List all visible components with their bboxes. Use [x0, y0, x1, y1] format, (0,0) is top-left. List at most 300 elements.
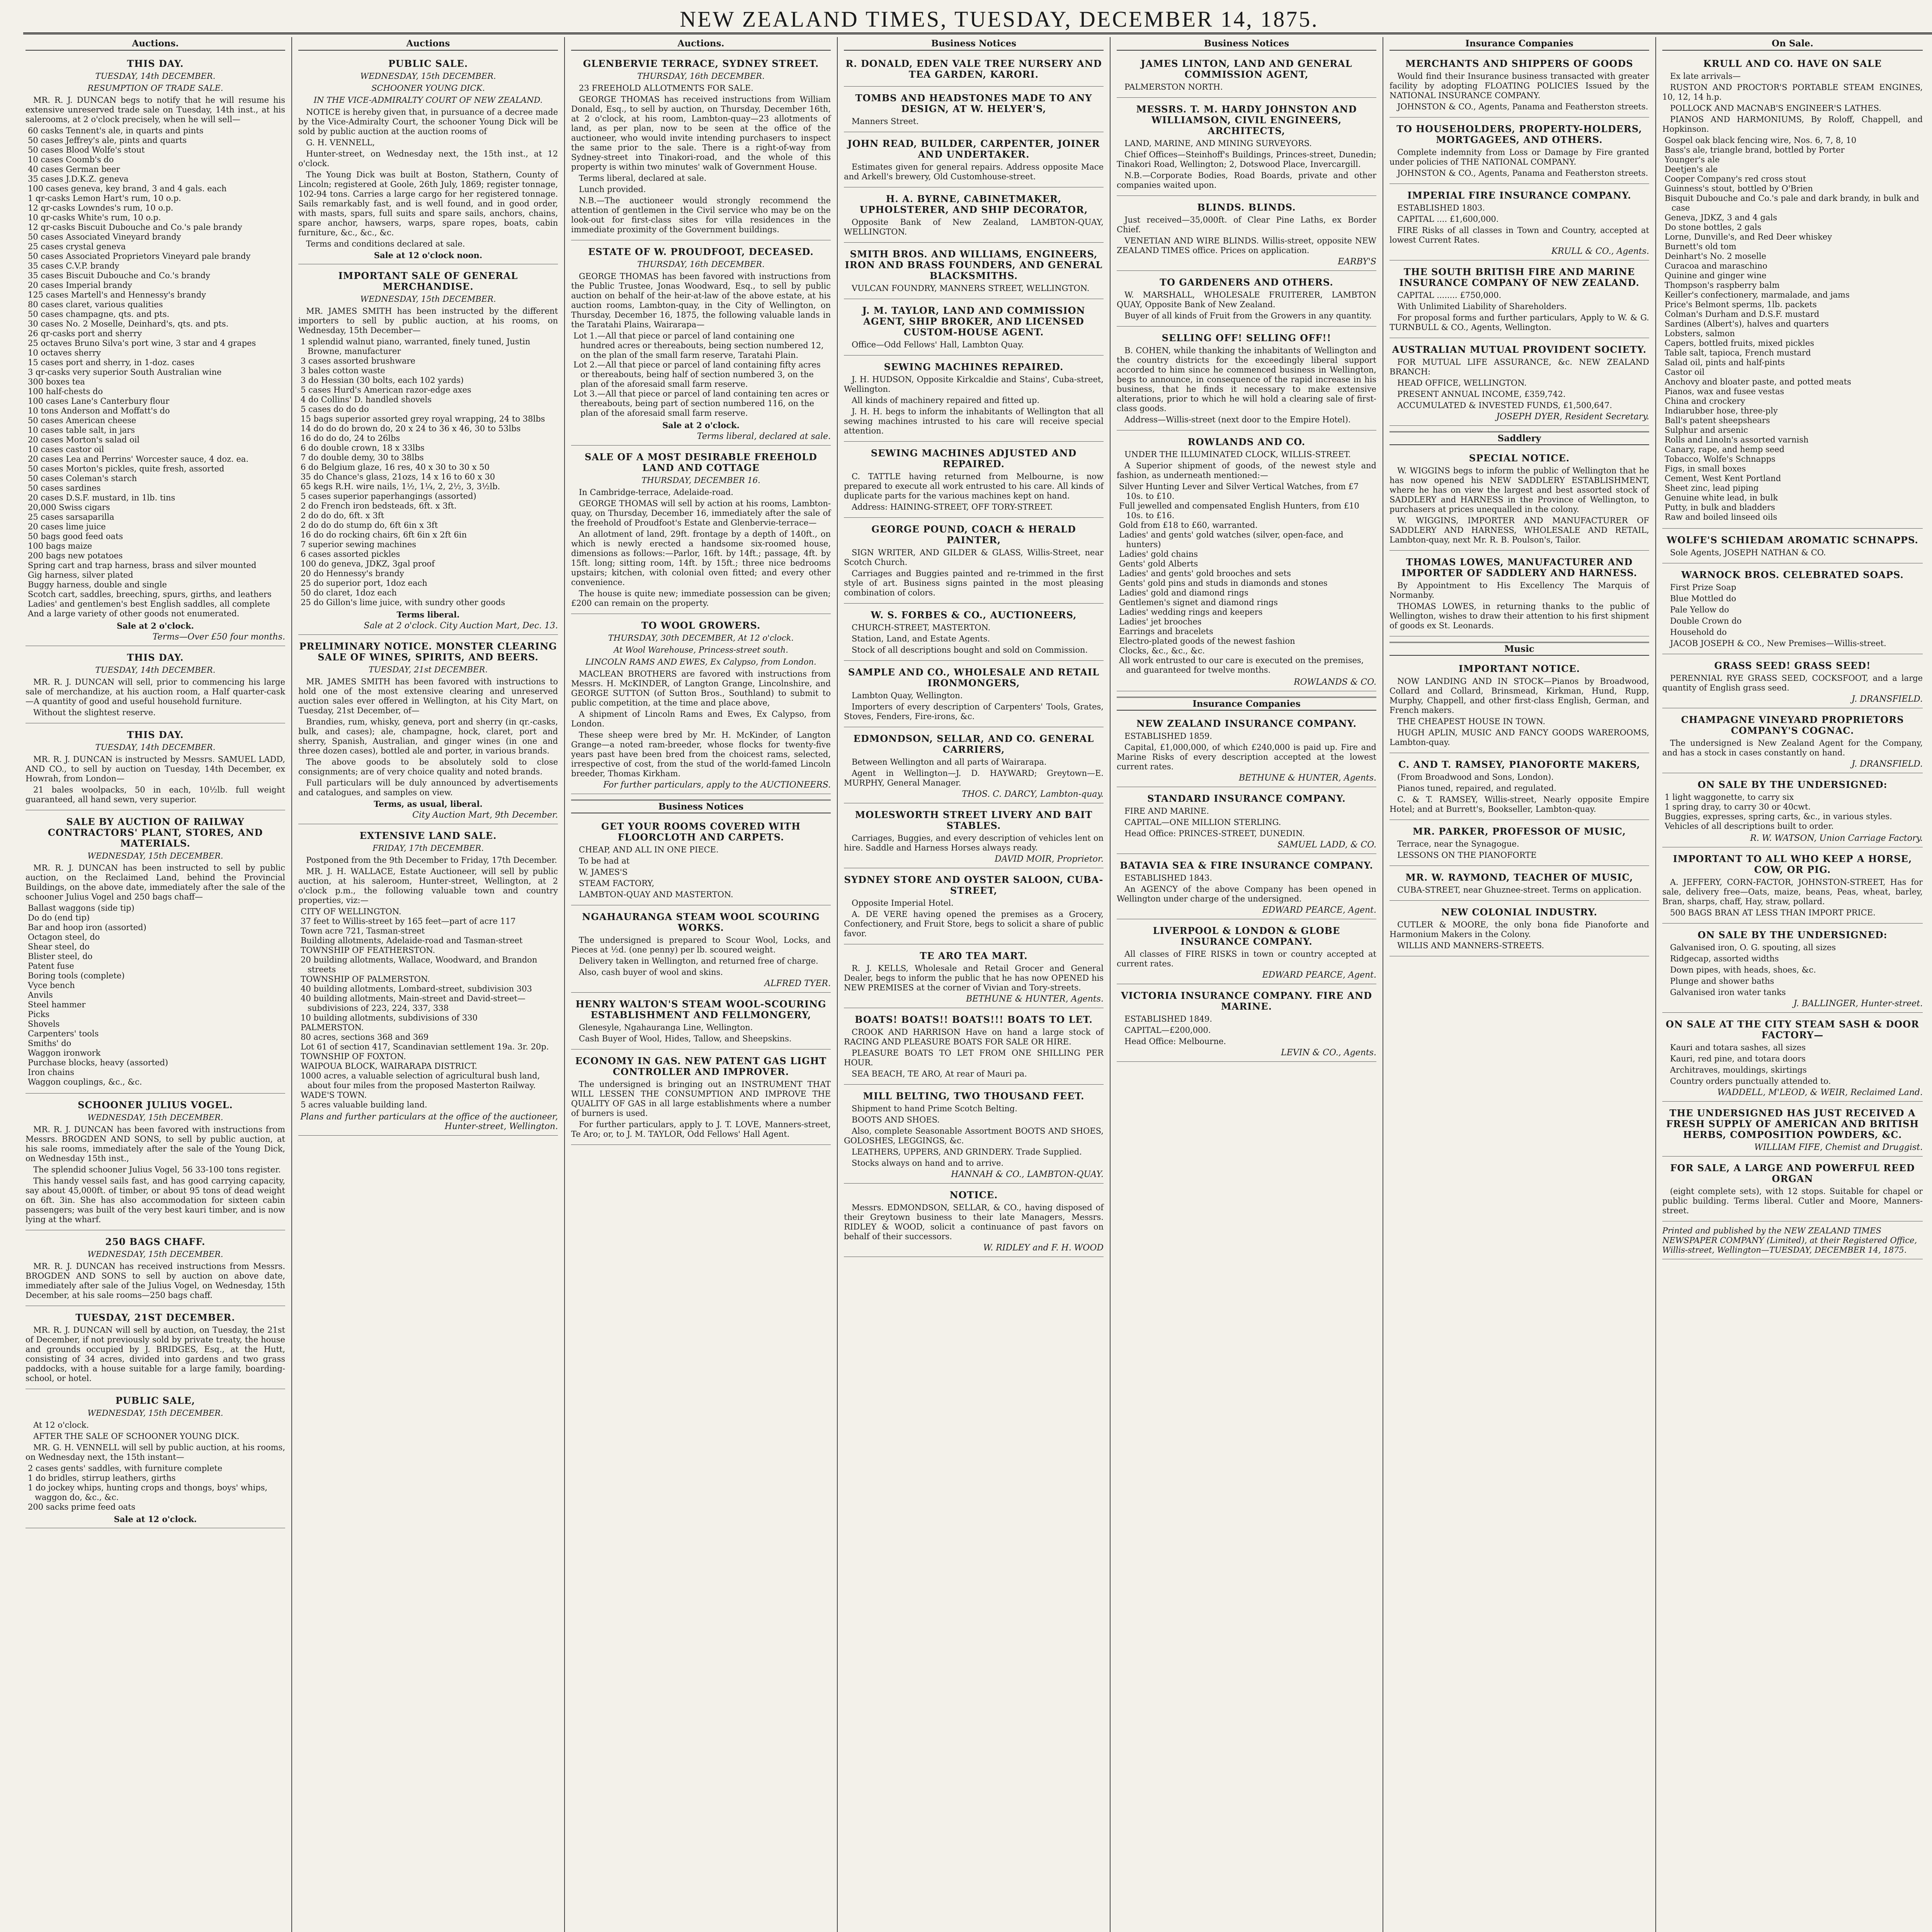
ad-paragraph: Ex late arrivals— [1670, 71, 1741, 81]
ad-item: Younger's ale [1665, 155, 1720, 164]
ad-item: 20 cases lime juice [28, 522, 106, 531]
ad-item: Lobsters, salmon [1665, 329, 1735, 338]
ad-item: Lot 3.—All that piece or parcel of land containing ten acres or thereabouts, being part of section numbered 116, on the plan of the aforesaid small farm reserve. [573, 389, 829, 418]
ad-item-list [1662, 793, 1923, 831]
ad-title: THIS DAY. [127, 652, 184, 663]
ad-item: Boring tools (complete) [28, 971, 125, 980]
ad-item: Bass's ale, triangle brand, bottled by Porter [1665, 145, 1845, 155]
ad-item: Canary, rape, and hemp seed [1665, 445, 1785, 454]
column-heading: Business Notices [844, 39, 1104, 51]
ad-item: Castor oil [1665, 367, 1705, 377]
advertisement [1389, 449, 1649, 551]
ad-item: 2 do do do stump do, 6ft 6in x 3ft [301, 520, 438, 530]
ad-paragraph: GEORGE THOMAS has received instructions from William Donald, Esq., to sell by auction, on Thursday, December 16th, at 2 o'clock, at his room, Lambton-quay—23 allotments of land, as per plan, now to be seen at the office of the auctioneer, who would invite intending purchasers to inspect the same prior to the sale. There is a right-of-way from Sydney-street into Tinakori-road, and the whole of this property is within two minutes' walk of Government House. [571, 95, 831, 172]
ad-paragraph: The above goods to be absolutely sold to close consignments; are of very choice quality and noted brands. [298, 757, 558, 776]
advertisement [1389, 660, 1649, 753]
ad-paragraph: PRESENT ANNUAL INCOME, £359,742. [1397, 389, 1566, 399]
ad-paragraph: MR. JAMES SMITH has been instructed by the different importers to sell by public auction, at his rooms, on Wednesday, 15th December— [298, 306, 558, 335]
ad-title: WOLFE'S SCHIEDAM AROMATIC SCHNAPPS. [1667, 534, 1918, 546]
ad-item: Gentlemen's signet and diamond rings [1119, 598, 1278, 607]
ad-item: 200 sacks prime feed oats [28, 1502, 136, 1512]
ad-paragraph: (From Broadwood and Sons, London). [1397, 772, 1554, 782]
ad-item: Sulphur and arsenic [1665, 425, 1748, 435]
ad-title: JOHN READ, BUILDER, CARPENTER, JOINER AND UNDERTAKER. [847, 138, 1100, 160]
ad-signature: HANNAH & CO., LAMBTON-QUAY. [951, 1170, 1104, 1179]
ad-paragraph: Between Wellington and all parts of Wairarapa. [852, 757, 1047, 767]
ad-item: 300 boxes tea [28, 377, 85, 386]
ad-item: 80 cases claret, various qualities [28, 300, 163, 309]
ad-item: Ladies' gold and diamond rings [1119, 588, 1248, 597]
ad-item: 20 cases Lea and Perrins' Worcester sauce, 4 doz. ea. [28, 454, 249, 464]
ad-signature: LEVIN & CO., Agents. [1281, 1048, 1376, 1058]
ad-item: Scotch cart, saddles, breeching, spurs, girths, and leathers [28, 590, 272, 599]
ad-title: W. S. FORBES & CO., AUCTIONEERS, [871, 609, 1077, 621]
ad-item: Genuine white lead, in bulk [1665, 493, 1778, 502]
ad-paragraph: B. COHEN, while thanking the inhabitants of Wellington and the country districts for the exceedingly liberal support accorded to him since he commenced business in Wellington, begs to announce, in consequence of the rapid increase in his business, that he finds it necessary to make extensive alterations, prior to which he will hold a clearing sale of first-class goods. [1117, 346, 1376, 413]
ad-paragraph: PLEASURE BOATS TO LET FROM ONE SHILLING PER HOUR. [844, 1048, 1104, 1067]
ad-item: 25 cases sarsaparilla [28, 512, 114, 522]
ad-paragraph: Carriages and Buggies painted and re-trimmed in the first style of art. Business signs painted in the most pleasing combination of colors. [844, 569, 1104, 597]
ad-title: IMPORTANT NOTICE. [1458, 663, 1580, 674]
ad-title: MERCHANTS AND SHIPPERS OF GOODS [1405, 58, 1633, 69]
ad-paragraph: 21 bales woolpacks, 50 in each, 10½lb. full weight guaranteed, all hand sewn, very superior. [26, 785, 285, 804]
ad-paragraph: C. & T. RAMSEY, Willis-street, Nearly opposite Empire Hotel; and at Burrett's, Bookseller, Lambton-quay. [1389, 795, 1649, 814]
ad-paragraph: R. J. KELLS, Wholesale and Retail Grocer and General Dealer, begs to inform the public that he has now OPENED his NEW PREMISES at the corner of Vivian and Tory-streets. [844, 964, 1104, 992]
ad-item: 15 cases port and sherry, in 1-doz. cases [28, 358, 195, 367]
advertisement [26, 1096, 285, 1230]
advertisement [1662, 531, 1923, 563]
ad-paragraph: Opposite Bank of New Zealand, LAMBTON-QUAY, WELLINGTON. [844, 218, 1104, 236]
ad-paragraph: Lunch provided. [579, 185, 646, 194]
ad-paragraph: Stock of all descriptions bought and sold on Commission. [852, 645, 1088, 655]
ad-paragraph: Shipment to hand Prime Scotch Belting. [852, 1104, 1017, 1113]
ad-paragraph: For proposal forms and further particulars, Apply to W. & G. TURNBULL & CO., Agents, Wellington. [1389, 313, 1649, 332]
ad-date: TUESDAY, 14th DECEMBER. [95, 71, 216, 81]
ad-paragraph: ACCUMULATED & INVESTED FUNDS, £1,500,647. [1397, 401, 1612, 410]
ad-item: 50 cases Coleman's starch [28, 474, 137, 483]
advertisement [844, 520, 1104, 604]
ad-paragraph: Brandies, rum, whisky, geneva, port and sherry (in qr.-casks, bulk, and cases); ale, champagne, hock, claret, port and sherry, Spanish, Australian, and ginger wines (in one and three dozen cases), bottled ale and porter, in various brands. [298, 717, 558, 755]
ad-paragraph: In Cambridge-terrace, Adelaide-road. [579, 488, 733, 497]
advertisement [1662, 656, 1923, 708]
ad-signature: Sale at 2 o'clock. City Auction Mart, Dec. 13. [364, 621, 558, 631]
ad-paragraph: All kinds of machinery repaired and fitted up. [852, 396, 1040, 405]
ad-signature: Terms liberal, declared at sale. [697, 432, 831, 441]
ad-date: TUESDAY, 21st DECEMBER. [368, 665, 488, 674]
ad-title: R. DONALD, EDEN VALE TREE NURSERY AND TEA GARDEN, KARORI. [845, 58, 1102, 80]
ad-item: 80 acres, sections 368 and 369 [301, 1032, 429, 1042]
ad-item: 100 half-chests do [28, 387, 103, 396]
ad-paragraph: With Unlimited Liability of Shareholders. [1397, 302, 1567, 311]
ad-title: AUSTRALIAN MUTUAL PROVIDENT SOCIETY. [1392, 344, 1647, 355]
ad-paragraph: First Prize Soap [1670, 583, 1736, 592]
ad-item: Anvils [28, 990, 53, 1000]
advertisement [844, 444, 1104, 518]
column-1 [19, 37, 292, 1932]
ad-footnote: Sale at 12 o'clock noon. [374, 250, 483, 260]
ad-paragraph: ESTABLISHED 1843. [1124, 873, 1213, 883]
ad-signature: BETHUNE & HUNTER, Agents. [1238, 773, 1376, 783]
ad-footnote: Sale at 2 o'clock. [117, 621, 194, 631]
ad-paragraph: FIRE AND MARINE. [1124, 806, 1209, 816]
ad-item: 30 cases No. 2 Moselle, Deinhard's, qts. and pts. [28, 319, 229, 328]
ad-item: CITY OF WELLINGTON. [301, 907, 401, 916]
ad-item: 50 cases Jeffrey's ale, pints and quarts [28, 136, 187, 145]
ad-item: 12 qr-casks Biscuit Dubouche and Co.'s pale brandy [28, 223, 242, 232]
ad-title: BATAVIA SEA & FIRE INSURANCE COMPANY. [1120, 860, 1373, 871]
ad-title: THOMAS LOWES, MANUFACTURER AND IMPORTER OF SADDLERY AND HARNESS. [1401, 556, 1638, 578]
ad-title: GEORGE POUND, COACH & HERALD PAINTER, [871, 524, 1076, 546]
ad-title: 250 BAGS CHAFF. [105, 1236, 206, 1247]
ad-signature: BETHUNE & HUNTER, Agents. [966, 994, 1104, 1004]
ad-item: 20 cases Morton's salad oil [28, 435, 140, 444]
ad-paragraph: RUSTON AND PROCTOR'S PORTABLE STEAM ENGINES, 10, 12, 14 h.p. [1662, 83, 1923, 102]
ad-paragraph: LAND, MARINE, AND MINING SURVEYORS. [1124, 139, 1312, 148]
ad-item: Silver Hunting Lever and Silver Vertical Watches, from £7 10s. to £10. [1119, 482, 1359, 501]
ad-title: PRELIMINARY NOTICE. MONSTER CLEARING SALE OF WINES, SPIRITS, AND BEERS. [299, 641, 557, 663]
advertisement [1662, 54, 1923, 529]
advertisement [1117, 856, 1376, 919]
ad-paragraph: At 12 o'clock. [33, 1420, 89, 1430]
ad-title: BOATS! BOATS!! BOATS!!! BOATS TO LET. [855, 1014, 1093, 1025]
ad-item: 25 cases crystal geneva [28, 242, 126, 251]
advertisement [844, 730, 1104, 803]
ad-paragraph: Capital, £1,000,000, of which £240,000 is paid up. Fire and Marine Risks of every description accepted at the lowest current rates. [1117, 743, 1376, 771]
ad-item: Waggon couplings, &c., &c. [28, 1077, 142, 1087]
ad-paragraph: CAPITAL .... £1,600,000. [1397, 214, 1499, 224]
ad-paragraph: N.B.—Corporate Bodies, Road Boards, private and other companies waited upon. [1117, 171, 1376, 190]
ad-title: WARNOCK BROS. CELEBRATED SOAPS. [1681, 569, 1904, 580]
ad-signature: SAMUEL LADD, & CO. [1277, 840, 1376, 850]
ad-date: WEDNESDAY, 15th DECEMBER. [360, 71, 496, 81]
section-heading: Saddlery [1389, 431, 1649, 445]
ad-paragraph: Address: HAINING-STREET, OFF TORY-STREET. [852, 502, 1053, 512]
ad-title: ON SALE AT THE CITY STEAM SASH & DOOR FACTORY— [1666, 1019, 1919, 1041]
ad-signature: EDWARD PEARCE, Agent. [1262, 970, 1376, 980]
ad-title: IMPORTANT SALE OF GENERAL MERCHANDISE. [338, 270, 518, 292]
ad-paragraph: J. H. HUDSON, Opposite Kirkcaldie and Stains', Cuba-street, Wellington. [844, 375, 1104, 394]
ad-paragraph: Head Office: Melbourne. [1124, 1037, 1226, 1046]
advertisement [26, 813, 285, 1094]
ad-item: Steel hammer [28, 1000, 86, 1009]
ad-date: TUESDAY, 14th DECEMBER. [95, 743, 216, 752]
ad-item: 2 cases gents' saddles, with furniture complete [28, 1464, 223, 1473]
ad-date: THURSDAY, 30th DECEMBER, At 12 o'clock. [608, 633, 794, 643]
ad-paragraph: SIGN WRITER, AND GILDER & GLASS, Willis-Street, near Scotch Church. [844, 548, 1104, 567]
ad-title: FOR SALE, A LARGE AND POWERFUL REED ORGAN [1670, 1162, 1915, 1184]
ad-paragraph: MR. R. J. DUNCAN has been favored with instructions from Messrs. BROGDEN AND SONS, to sell by public auction, at his sale rooms, immediately after the sale of the Young Dick, on Wednesday 15th inst., [26, 1125, 285, 1163]
ad-paragraph: JOHNSTON & CO., Agents, Panama and Featherston streets. [1397, 102, 1648, 111]
advertisement [1117, 198, 1376, 271]
advertisement [1117, 54, 1376, 98]
ad-item-list [26, 1464, 285, 1512]
ad-item: Full jewelled and compensated English Hunters, from £10 10s. to £16. [1119, 501, 1359, 520]
ad-title: SEWING MACHINES REPAIRED. [884, 361, 1064, 372]
ad-item: Cement, West Kent Portland [1665, 474, 1781, 483]
ad-paragraph: Chief Offices—Steinhoff's Buildings, Princes-street, Dunedin; Tinakori Road, Wellington; 2, Dotswood Place, Invercargill. [1117, 150, 1376, 169]
advertisement [571, 243, 831, 446]
ad-paragraph: W. MARSHALL, WHOLESALE FRUITERER, LAMBTON QUAY, Opposite Bank of New Zealand. [1117, 290, 1376, 309]
ad-paragraph: To be had at [579, 856, 630, 866]
ad-item: 4 do Collins' D. handled shovels [301, 395, 432, 404]
ad-paragraph: Also, complete Seasonable Assortment BOOTS AND SHOES, GOLOSHES, LEGGINGS, &c. [844, 1126, 1104, 1145]
ad-item: Gospel oak black fencing wire, Nos. 6, 7, 8, 10 [1665, 136, 1857, 145]
ad-item: Figs, in small boxes [1665, 464, 1746, 473]
advertisement [1389, 54, 1649, 117]
ad-paragraph: The undersigned is New Zealand Agent for the Company, and has a stock in cases constantly on hand. [1662, 738, 1923, 757]
ad-item: 16 do do rocking chairs, 6ft 6in x 2ft 6in [301, 530, 467, 539]
ad-paragraph: G. H. VENNELL, [306, 138, 375, 147]
ad-title: SPECIAL NOTICE. [1469, 452, 1570, 464]
ad-paragraph: Terms liberal, declared at sale. [579, 173, 707, 183]
ad-title: NEW ZEALAND INSURANCE COMPANY. [1136, 718, 1357, 729]
ad-title: THIS DAY. [127, 729, 184, 740]
ad-paragraph: A Superior shipment of goods, of the newest style and fashion, as underneath mentioned:— [1117, 461, 1376, 480]
section-heading: Insurance Companies [1117, 697, 1376, 711]
ad-item: Do do (end tip) [28, 913, 90, 922]
ad-paragraph: FIRE Risks of all classes in Town and Country, accepted at lowest Current Rates. [1389, 226, 1649, 245]
column-heading: Insurance Companies [1389, 39, 1649, 51]
ad-item: Gold from £18 to £60, warranted. [1119, 520, 1258, 530]
ad-date: WEDNESDAY, 15th DECEMBER. [87, 1408, 223, 1418]
ad-item: Deetjen's ale [1665, 165, 1718, 174]
ad-title: SALE BY AUCTION OF RAILWAY CONTRACTORS' PLANT, STORES, AND MATERIALS. [48, 816, 263, 849]
ad-paragraph: CAPITAL—ONE MILLION STERLING. [1124, 818, 1281, 827]
ad-title: NGAHAURANGA STEAM WOOL SCOURING WORKS. [582, 911, 820, 933]
ad-title: GRASS SEED! GRASS SEED! [1714, 660, 1871, 671]
ad-item: 26 qr-casks port and sherry [28, 329, 142, 338]
ad-item: 1 qr-casks Lemon Hart's rum, 10 o.p. [28, 194, 181, 203]
ad-signature: W. RIDLEY and F. H. WOOD [983, 1243, 1104, 1253]
ad-paragraph: Head Office: PRINCES-STREET, DUNEDIN. [1124, 829, 1305, 838]
ad-signature: JOSEPH DYER, Resident Secretary. [1496, 412, 1649, 422]
newspaper-columns [19, 37, 1932, 1932]
ad-item: 5 cases superior paperhangings (assorted) [301, 492, 476, 501]
ad-signature: DAVID MOIR, Proprietor. [995, 854, 1104, 864]
ad-paragraph: Pale Yellow do [1670, 605, 1729, 614]
ad-item: 25 do Gillon's lime juice, with sundry other goods [301, 598, 505, 607]
ad-paragraph: Glenesyle, Ngahauranga Line, Wellington. [579, 1023, 753, 1032]
ad-paragraph: MR. JAMES SMITH has been favored with instructions to hold one of the most extensive clearing and unreserved auction sales ever offered in Wellington, at his City Mart, on Tuesday, 21st December, of— [298, 677, 558, 715]
ad-title: PUBLIC SALE. [388, 58, 468, 69]
advertisement [1662, 711, 1923, 773]
ad-item: 50 cases Morton's pickles, quite fresh, assorted [28, 464, 224, 473]
ad-signature: WADDELL, M'LEOD, & WEIR, Reclaimed Land. [1717, 1088, 1923, 1097]
advertisement [1389, 755, 1649, 820]
ad-item: Geneva, JDKZ, 3 and 4 gals [1665, 213, 1777, 222]
ad-item: Rolls and Linoln's assorted varnish [1665, 435, 1809, 444]
ad-item: Clocks, &c., &c., &c. [1119, 646, 1205, 655]
ad-item: 1 light waggonette, to carry six [1665, 793, 1794, 802]
ad-item-list [1117, 482, 1376, 675]
ad-item: Lot 1.—All that piece or parcel of land containing one hundred acres or thereabouts, being section numbered 12, on the plan of the small farm reserve, Taratahi Plain. [573, 331, 824, 360]
ad-item: Smiths' do [28, 1039, 71, 1048]
ad-item: 40 building allotments, Main-street and David-street—subdivisions of 223, 224, 337, 338 [301, 994, 526, 1013]
ad-item: Ballast waggons (side tip) [28, 903, 134, 913]
advertisement [1389, 553, 1649, 636]
ad-paragraph: MACLEAN BROTHERS are favored with instructions from Messrs. H. McKINDER, of Langton Grange, Lincolnshire, and GEORGE SUTTON (of Sutton Bros., Southland) to submit to public competition, at the time and place above, [571, 669, 831, 707]
ad-title: J. M. TAYLOR, LAND AND COMMISSION AGENT, SHIP BROKER, AND LICENSED CUSTOM-HOUSE AGENT. [862, 305, 1085, 338]
ad-paragraph: PIANOS AND HARMONIUMS, By Roloff, Chappell, and Hopkinson. [1662, 115, 1923, 134]
advertisement [571, 908, 831, 993]
ad-paragraph: Cash Buyer of Wool, Hides, Tallow, and Sheepskins. [579, 1034, 792, 1043]
ad-signature: For further particulars, apply to the AUCTIONEERS. [603, 780, 831, 790]
ad-paragraph: A. JEFFERY, CORN-FACTOR, JOHNSTON-STREET, Has for sale, delivery free—Oats, maize, beans, Peas, wheat, barley, Bran, sharps, chaff, Hay, straw, pollard. [1662, 878, 1923, 906]
ad-item: Ball's patent sheepshears [1665, 416, 1770, 425]
advertisement [26, 726, 285, 810]
ad-title: CHAMPAGNE VINEYARD PROPRIETORS COMPANY'S COGNAC. [1681, 714, 1904, 736]
ad-paragraph: JACOB JOSEPH & CO., New Premises—Willis-street. [1670, 639, 1886, 648]
ad-date: THURSDAY, 16th DECEMBER. [637, 260, 765, 269]
ad-paragraph: Address—Willis-street (next door to the Empire Hotel). [1124, 415, 1351, 424]
ad-paragraph: Delivery taken in Wellington, and returned free of charge. [579, 956, 818, 966]
ad-item: 20 cases Imperial brandy [28, 281, 132, 290]
ad-paragraph: ESTABLISHED 1849. [1124, 1014, 1213, 1024]
ad-item: 25 do superior port, 1doz each [301, 578, 427, 588]
ad-paragraph: Stocks always on hand and to arrive. [852, 1158, 1004, 1168]
ad-paragraph: An AGENCY of the above Company has been opened in Wellington under charge of the undersigned. [1117, 884, 1376, 903]
column-heading: Auctions [298, 39, 558, 51]
ad-item: 5 acres valuable building land. [301, 1100, 427, 1109]
advertisement [1389, 263, 1649, 338]
ad-paragraph: Household do [1670, 628, 1727, 637]
ad-item: 1 splendid walnut piano, warranted, finely tuned, Justin Browne, manufacturer [301, 337, 531, 356]
ad-title: SYDNEY STORE AND OYSTER SALOON, CUBA-STREET, [844, 874, 1104, 896]
advertisement [571, 616, 831, 794]
ad-title: THE UNDERSIGNED HAS JUST RECEIVED A FRESH SUPPLY OF AMERICAN AND BRITISH HERBS, COMPOSITION POWDERS, &C. [1666, 1107, 1919, 1140]
ad-paragraph: NOW LANDING AND IN STOCK—Pianos by Broadwood, Collard and Collard, Brinsmead, Kirkman, Hund, Rupp, Murphy, Chappell, and other first-class English, German, and French makers. [1389, 677, 1649, 715]
ad-item: 37 feet to Willis-street by 165 feet—part of acre 117 [301, 917, 516, 926]
ad-date: THURSDAY, 16th DECEMBER. [637, 71, 765, 81]
ad-item: Ladies' and gents' gold watches (silver, open-face, and hunters) [1119, 530, 1344, 549]
ad-paragraph: MR. J. H. WALLACE, Estate Auctioneer, will sell by public auction, at his saleroom, Hunter-street, Wellington, at 2 o'clock p.m., the following valuable town and country properties, viz:— [298, 867, 558, 905]
advertisement [571, 1052, 831, 1145]
ad-item: 50 cases Associated Vineyard brandy [28, 232, 181, 242]
ad-item: 100 do geneva, JDKZ, 3gal proof [301, 559, 435, 568]
ad-title: SAMPLE AND CO., WHOLESALE AND RETAIL IRONMONGERS, [848, 667, 1099, 689]
ad-item: Sheet zinc, lead piping [1665, 483, 1759, 493]
column-heading: On Sale. [1662, 39, 1923, 51]
ad-item: TOWNSHIP OF FOXTON. [301, 1052, 406, 1061]
ad-item: 35 do Chance's glass, 21ozs, 14 x 16 to 60 x 30 [301, 472, 495, 481]
ad-item: Sardines (Albert's), halves and quarters [1665, 319, 1829, 328]
ad-title: IMPERIAL FIRE INSURANCE COMPANY. [1407, 190, 1631, 201]
ad-item-list [571, 331, 831, 418]
advertisement [1389, 822, 1649, 866]
advertisement [26, 1308, 285, 1389]
ad-item: 35 cases J.D.K.Z. geneva [28, 174, 129, 184]
advertisement [26, 1233, 285, 1306]
ad-item: Building allotments, Adelaide-road and Tasman-street [301, 936, 523, 945]
advertisement [1662, 850, 1923, 923]
ad-item: 14 do do do brown do, 20 x 24 to 36 x 46, 30 to 53lbs [301, 424, 521, 433]
advertisement [1662, 926, 1923, 1013]
ad-paragraph: Postponed from the 9th December to Friday, 17th December. [306, 855, 557, 865]
masthead-title: NEW ZEALAND TIMES, TUESDAY, DECEMBER 14, 1875. [680, 6, 1319, 32]
ad-item: WADE'S TOWN. [301, 1090, 367, 1100]
ad-item: And a large variety of other goods not enumerated. [28, 609, 240, 618]
ad-paragraph: Would find their Insurance business transacted with greater facility by adopting FLOATING POLICIES Issued by the NATIONAL INSURANCE COMPANY. [1389, 71, 1649, 100]
ad-item: Lot 61 of section 417, Scandinavian settlement 19a. 3r. 20p. [301, 1042, 549, 1051]
ad-item: Cooper Company's red cross stout [1665, 174, 1806, 184]
ad-paragraph: Kauri and totara sashes, all sizes [1670, 1043, 1806, 1052]
ad-paragraph: Country orders punctually attended to. [1670, 1077, 1831, 1086]
ad-item: TOWNSHIP OF PALMERSTON. [301, 975, 430, 984]
ad-paragraph: CUBA-STREET, near Ghuznee-street. Terms on application. [1397, 885, 1642, 895]
ad-paragraph: The undersigned is prepared to Scour Wool, Locks, and Pieces at ½d. (one penny) per lb. scoured weight. [571, 935, 831, 954]
ad-date: TUESDAY, 14th DECEMBER. [95, 665, 216, 675]
section-heading: Music [1389, 642, 1649, 656]
ad-item: Ladies' and gents' gold brooches and sets [1119, 569, 1291, 578]
ad-title: TO HOUSEHOLDERS, PROPERTY-HOLDERS, MORTGAGEES, AND OTHERS. [1396, 123, 1642, 145]
ad-item: Tobacco, Wolfe's Schnapps [1665, 454, 1776, 464]
advertisement [26, 648, 285, 723]
ad-item: Vyce bench [28, 981, 75, 990]
ad-title: GET YOUR ROOMS COVERED WITH FLOORCLOTH AND CARPETS. [601, 821, 801, 843]
ad-item: Carpenters' tools [28, 1029, 99, 1038]
advertisement [844, 1010, 1104, 1085]
ad-paragraph: MR. R. J. DUNCAN has received instructions from Messrs. BROGDEN AND SONS to sell by auction on above date, immediately after sale of the Julius Vogel, on Wednesday, 15th December, at his sale rooms—250 bags chaff. [26, 1262, 285, 1300]
ad-item: PALMERSTON. [301, 1023, 364, 1032]
advertisement [844, 606, 1104, 661]
ad-title: KRULL AND CO. HAVE ON SALE [1703, 58, 1882, 69]
ad-paragraph: HUGH APLIN, MUSIC AND FANCY GOODS WAREROOMS, Lambton-quay. [1389, 728, 1649, 747]
ad-paragraph: Without the slightest reserve. [33, 708, 156, 717]
ad-paragraph: J. H. H. begs to inform the inhabitants of Wellington that all sewing machines intrusted to his care will receive special attention. [844, 407, 1104, 435]
ad-paragraph: UNDER THE ILLUMINATED CLOCK, WILLIS-STREET. [1124, 450, 1351, 459]
ad-paragraph: Blue Mottled do [1670, 594, 1736, 603]
ad-paragraph: WILLIS AND MANNERS-STREETS. [1397, 941, 1544, 950]
ad-title: PUBLIC SALE, [115, 1395, 196, 1406]
ad-title: SEWING MACHINES ADJUSTED AND REPAIRED. [871, 447, 1077, 469]
ad-subheading: RESUMPTION OF TRADE SALE. [87, 83, 223, 93]
ad-item: 16 do do do, 24 to 26lbs [301, 434, 400, 443]
ad-item: 1 do jockey whips, hunting crops and thongs, boys' whips, waggon do, &c., &c. [28, 1483, 268, 1502]
ad-item: 12 qr-casks Lowndes's rum, 10 o.p. [28, 203, 173, 213]
ad-title: TUESDAY, 21ST DECEMBER. [75, 1312, 235, 1323]
ad-item: Thompson's raspberry balm [1665, 281, 1780, 290]
advertisement [1117, 433, 1376, 691]
ad-item: Ladies' and gentlemen's best English saddles, all complete [28, 599, 270, 609]
ad-item: Deinhart's No. 2 moselle [1665, 252, 1766, 261]
advertisement [844, 134, 1104, 187]
ad-paragraph: NOTICE is hereby given that, in pursuance of a decree made by the Vice-Admiralty Court, the schooner Young Dick will be sold by public auction at the auction rooms of [298, 107, 558, 136]
ad-signature: J. DRANSFIELD. [1852, 694, 1923, 704]
ad-paragraph: Terrace, near the Synagogue. [1397, 839, 1519, 849]
ad-item: 50 bags good feed oats [28, 532, 123, 541]
ad-paragraph: THE CHEAPEST HOUSE IN TOWN. [1397, 717, 1546, 726]
ad-title: MESSRS. T. M. HARDY JOHNSTON AND WILLIAMSON, CIVIL ENGINEERS, ARCHITECTS, [1136, 104, 1357, 136]
ad-title: H. A. BYRNE, CABINETMAKER, UPHOLSTERER, AND SHIP DECORATOR, [859, 193, 1088, 215]
advertisement [844, 871, 1104, 944]
ad-paragraph: By Appointment to His Excellency The Marquis of Normanby. [1389, 581, 1649, 600]
column-6 [1383, 37, 1656, 1932]
ad-item: 100 cases Lane's Canterbury flour [28, 396, 170, 406]
ad-item: 10 cases castor oil [28, 445, 104, 454]
ad-item: Burnett's old tom [1665, 242, 1736, 251]
ad-item: Iron chains [28, 1068, 75, 1077]
advertisement [1389, 868, 1649, 901]
ad-item: Shear steel, do [28, 942, 90, 951]
ad-title: SALE OF A MOST DESIRABLE FREEHOLD LAND AND COTTAGE [585, 451, 817, 473]
ad-paragraph: Double Crown do [1670, 616, 1742, 626]
advertisement [571, 54, 831, 240]
ad-date: WEDNESDAY, 15th DECEMBER. [87, 851, 223, 861]
ad-paragraph: MR. R. J. DUNCAN has been instructed to sell by public auction, on the Reclaimed Land, behind the Provincial Buildings, on the above date, immediately after the sale of the schooner Julius Vogel and 250 bags chaff— [26, 863, 285, 901]
ad-title: THE SOUTH BRITISH FIRE AND MARINE INSURANCE COMPANY OF NEW ZEALAND. [1399, 266, 1639, 288]
ad-signature: EARBY'S [1338, 257, 1376, 267]
ad-item: 10 building allotments, subdivisions of 330 [301, 1013, 478, 1022]
